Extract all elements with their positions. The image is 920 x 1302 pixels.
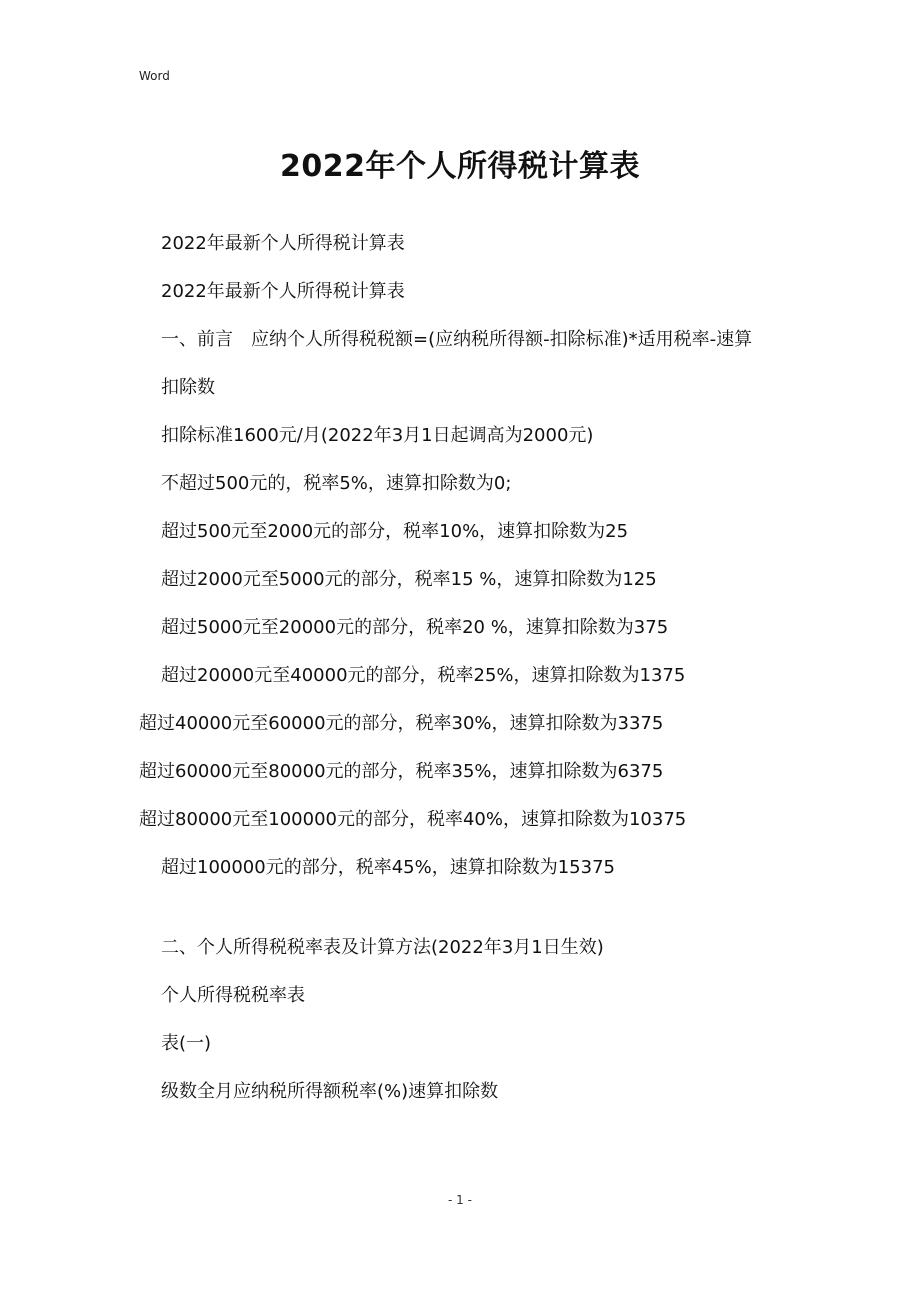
paragraph-deduction-heading: 扣除数 bbox=[161, 377, 215, 398]
paragraph-table-header-row: 级数全月应纳税所得额税率(%)速算扣除数 bbox=[161, 1081, 499, 1102]
paragraph-bracket-6: 超过40000元至60000元的部分，税率30%，速算扣除数为3375 bbox=[139, 713, 664, 734]
paragraph-bracket-5: 超过20000元至40000元的部分，税率25%，速算扣除数为1375 bbox=[161, 665, 686, 686]
paragraph-bracket-7: 超过60000元至80000元的部分，税率35%，速算扣除数为6375 bbox=[139, 761, 664, 782]
document-title: 2022年个人所得税计算表 bbox=[280, 149, 640, 184]
document-body bbox=[139, 228, 784, 1124]
paragraph-subtitle-1: 2022年最新个人所得税计算表 bbox=[161, 233, 405, 254]
paragraph-deduction-standard: 扣除标准1600元/月(2022年3月1日起调高为2000元) bbox=[161, 425, 594, 446]
paragraph-bracket-3: 超过2000元至5000元的部分，税率15 %，速算扣除数为125 bbox=[161, 569, 657, 590]
paragraph-bracket-4: 超过5000元至20000元的部分，税率20 %，速算扣除数为375 bbox=[161, 617, 669, 638]
header-label: Word bbox=[139, 69, 170, 83]
page-number: - 1 - bbox=[448, 1193, 472, 1207]
paragraph-bracket-8: 超过80000元至100000元的部分，税率40%，速算扣除数为10375 bbox=[139, 809, 687, 830]
paragraph-bracket-1: 不超过500元的，税率5%，速算扣除数为0; bbox=[161, 473, 512, 494]
paragraph-preface-formula: 一、前言 应纳个人所得税税额=(应纳税所得额-扣除标准)*适用税率-速算 bbox=[161, 329, 753, 350]
paragraph-table-one-label: 表(一) bbox=[161, 1033, 212, 1054]
paragraph-bracket-2: 超过500元至2000元的部分，税率10%，速算扣除数为25 bbox=[161, 521, 629, 542]
paragraph-bracket-9: 超过100000元的部分，税率45%，速算扣除数为15375 bbox=[161, 857, 615, 878]
paragraph-section-two-heading: 二、个人所得税税率表及计算方法(2022年3月1日生效) bbox=[161, 937, 604, 958]
paragraph-rate-table-title: 个人所得税税率表 bbox=[161, 985, 305, 1006]
paragraph-subtitle-2: 2022年最新个人所得税计算表 bbox=[161, 281, 405, 302]
